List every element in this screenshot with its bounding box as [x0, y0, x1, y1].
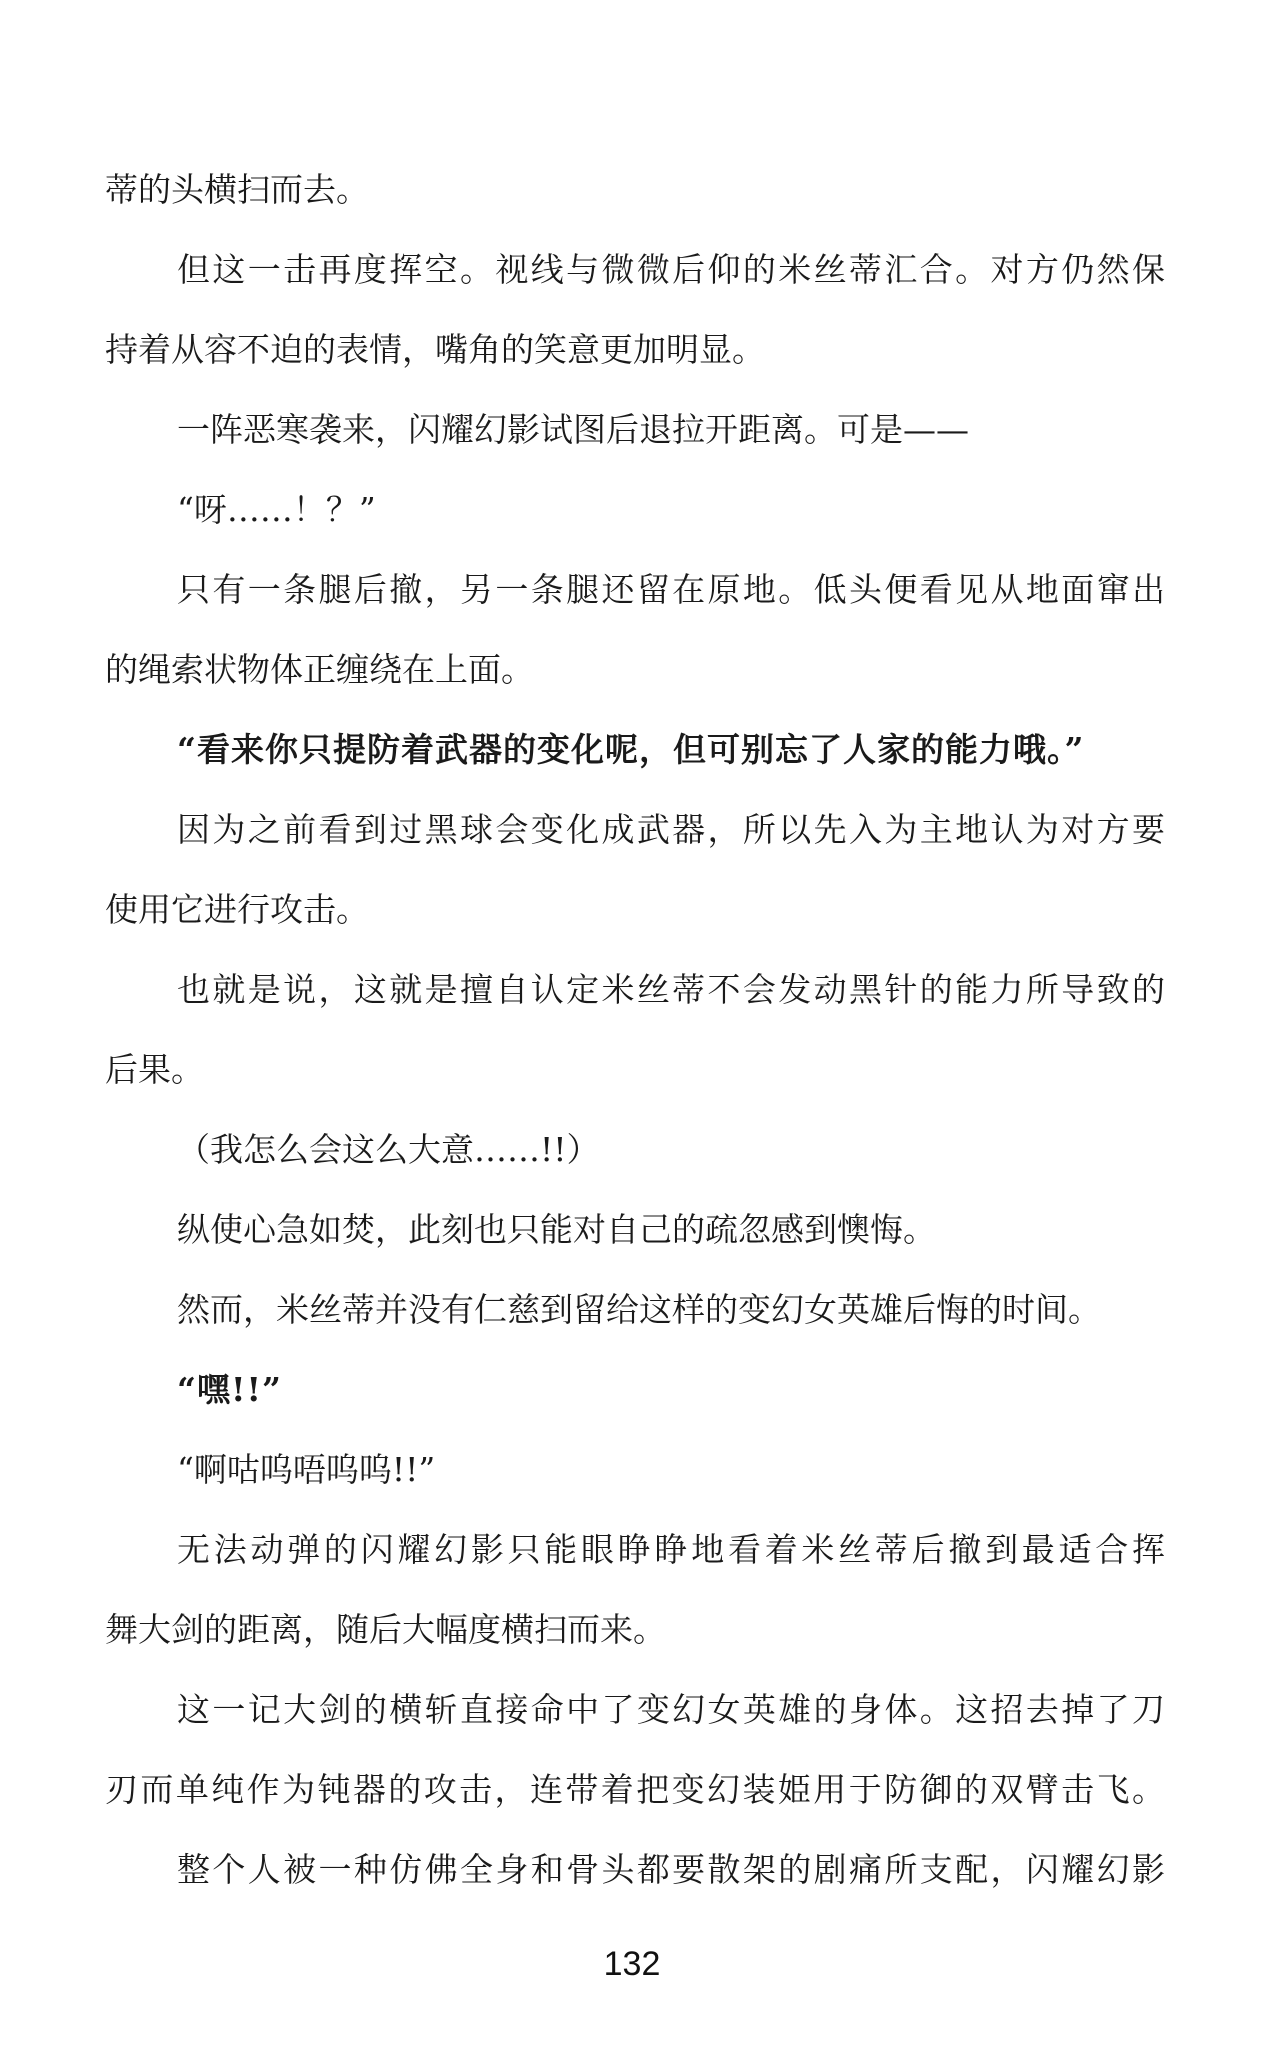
text-line: 纵使心急如焚，此刻也只能对自己的疏忽感到懊悔。: [177, 1210, 936, 1249]
text-line: 只有一条腿后撤，另一条腿还留在原地。低头便看见从地面窜出: [177, 570, 1165, 609]
body-text: [105, 150, 1165, 1910]
text-line: 这一记大剑的横斩直接命中了变幻女英雄的身体。这招去掉了刀: [177, 1690, 1165, 1729]
text-line: 然而，米丝蒂并没有仁慈到留给这样的变幻女英雄后悔的时间。: [177, 1290, 1101, 1329]
text-line: 也就是说，这就是擅自认定米丝蒂不会发动黑针的能力所导致的: [177, 970, 1165, 1009]
text-line: 使用它进行攻击。: [105, 890, 369, 929]
text-line: 整个人被一种仿佛全身和骨头都要散架的剧痛所支配，闪耀幻影: [177, 1850, 1165, 1889]
page-number: 132: [603, 1945, 661, 1983]
text-line: 的绳索状物体正缠绕在上面。: [105, 650, 534, 689]
text-line: 无法动弹的闪耀幻影只能眼睁睁地看着米丝蒂后撤到最适合挥: [177, 1530, 1165, 1569]
text-line: 一阵恶寒袭来，闪耀幻影试图后退拉开距离。可是——: [177, 410, 969, 449]
text-line: 但这一击再度挥空。视线与微微后仰的米丝蒂汇合。对方仍然保: [177, 250, 1165, 289]
text-line: 持着从容不迫的表情，嘴角的笑意更加明显。: [105, 330, 765, 369]
dialogue-line-bold: “嘿!!”: [177, 1370, 282, 1409]
inner-thought-line: （我怎么会这么大意……!!）: [177, 1130, 600, 1169]
text-line: 刃而单纯作为钝器的攻击，连带着把变幻装姫用于防御的双臂击飞。: [105, 1770, 1165, 1809]
text-line: 因为之前看到过黑球会变化成武器，所以先入为主地认为对方要: [177, 810, 1165, 849]
text-line: 后果。: [105, 1050, 204, 1089]
dialogue-line: “啊咕呜唔呜呜!!”: [177, 1450, 436, 1489]
dialogue-line-bold: “看来你只提防着武器的变化呢，但可别忘了人家的能力哦。”: [177, 730, 1085, 769]
text-line: 舞大剑的距离，随后大幅度横扫而来。: [105, 1610, 666, 1649]
dialogue-line: “呀……！？”: [177, 490, 376, 529]
text-line: 蒂的头横扫而去。: [105, 170, 369, 209]
